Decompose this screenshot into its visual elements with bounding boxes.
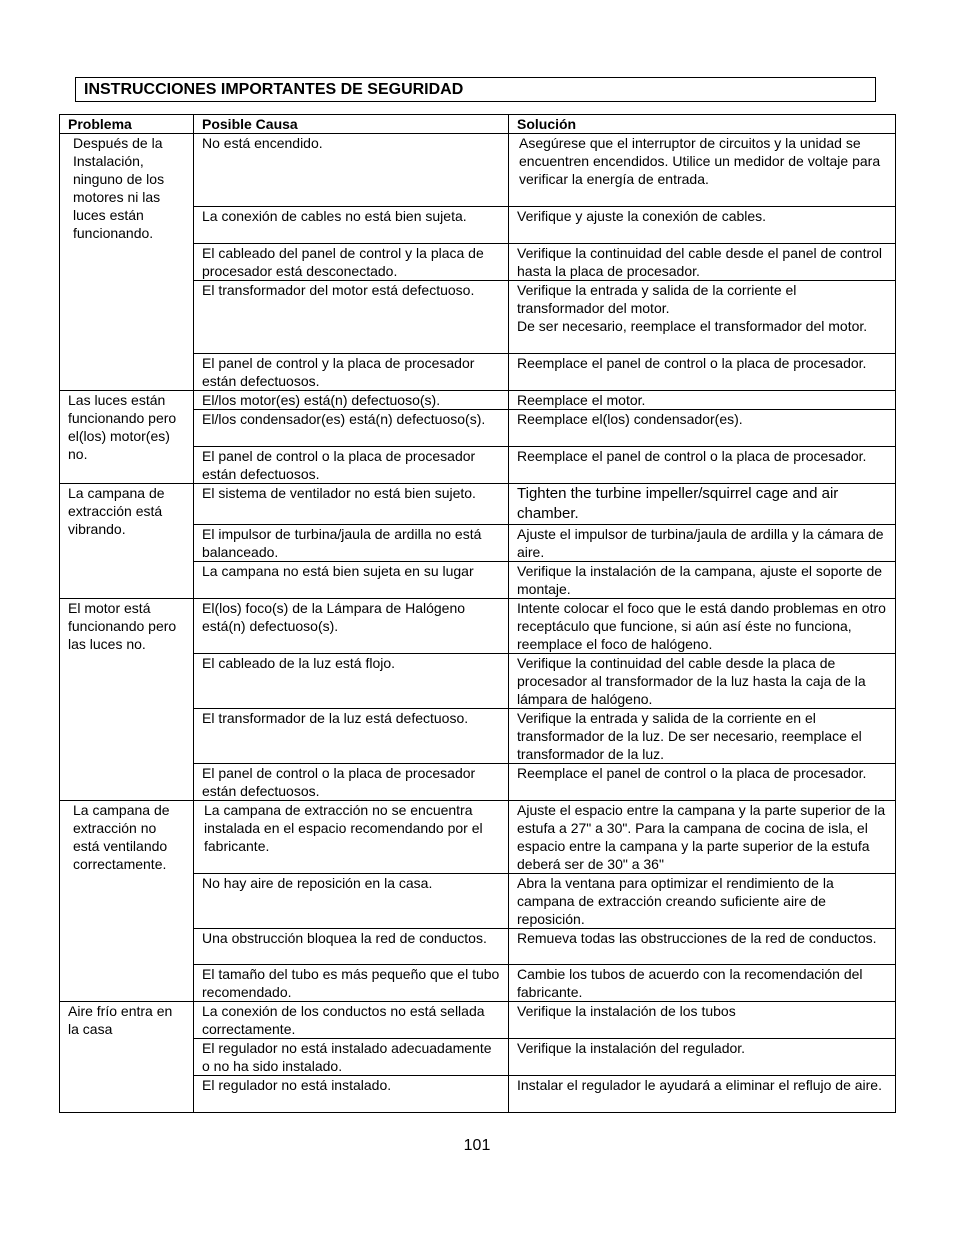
solution-cell: Intente colocar el foco que le está dando problemas en otro receptáculo que funcione, si aún así éste no funciona, reemplace el foco de halógeno. [509,599,896,654]
solution-cell: Instalar el regulador le ayudará a eliminar el reflujo de aire. [509,1076,896,1113]
cause-cell: Una obstrucción bloquea la red de conductos. [194,929,509,965]
solution-cell: Verifique la continuidad del cable desde la placa de procesador al transformador de la luz hasta la caja de la lámpara de halógeno. [509,654,896,709]
table-row [60,599,896,654]
section-title: INSTRUCCIONES IMPORTANTES DE SEGURIDAD [84,81,464,98]
solution-cell: Ajuste el impulsor de turbina/jaula de ardilla y la cámara de aire. [509,525,896,562]
cause-cell: El cableado de la luz está flojo. [194,654,509,709]
table-row [60,484,896,525]
cause-cell: El panel de control o la placa de procesador están defectuosos. [194,447,509,484]
cause-cell: La conexión de los conductos no está sellada correctamente. [194,1002,509,1039]
solution-cell: Remueva todas las obstrucciones de la red de conductos. [509,929,896,965]
cause-cell: El impulsor de turbina/jaula de ardilla no está balanceado. [194,525,509,562]
solution-cell: Reemplace el panel de control o la placa de procesador. [509,447,896,484]
problem-cell: Las luces están funcionando pero el(los) motor(es) no. [60,391,194,484]
problem-cell: La campana de extracción está vibrando. [60,484,194,599]
solution-cell: Verifique la entrada y salida de la corriente en el transformador de la luz. De ser necesario, reemplace el transformador de la luz. [509,709,896,764]
solution-cell: Verifique la instalación de la campana, ajuste el soporte de montaje. [509,562,896,599]
table-row [60,1002,896,1039]
header-posible-causa: Posible Causa [194,115,509,134]
solution-cell: Reemplace el(los) condensador(es). [509,410,896,447]
problem-cell: Después de la Instalación, ninguno de los motores ni las luces están funcionando. [60,134,194,391]
page-number: 101 [463,1137,491,1154]
solution-cell: Verifique la instalación de los tubos [509,1002,896,1039]
troubleshooting-table [59,114,896,1113]
solution-cell: Verifique y ajuste la conexión de cables. [509,207,896,244]
solution-cell: Cambie los tubos de acuerdo con la recomendación del fabricante. [509,965,896,1002]
cause-cell: El sistema de ventilador no está bien sujeto. [194,484,509,525]
solution-cell: Verifique la instalación del regulador. [509,1039,896,1076]
cause-cell: El panel de control o la placa de procesador están defectuosos. [194,764,509,801]
cause-cell: El cableado del panel de control y la placa de procesador está desconectado. [194,244,509,281]
table-row [60,801,896,874]
cause-cell: El(los) foco(s) de la Lámpara de Halógeno está(n) defectuoso(s). [194,599,509,654]
solution-cell: Tighten the turbine impeller/squirrel cage and air chamber. [509,484,896,525]
problem-cell: El motor está funcionando pero las luces no. [60,599,194,801]
cause-cell: El transformador del motor está defectuoso. [194,281,509,354]
header-solucion: Solución [509,115,896,134]
solution-cell: Reemplace el panel de control o la placa de procesador. [509,764,896,801]
solution-cell: Ajuste el espacio entre la campana y la parte superior de la estufa a 27" a 30". Para la campana de cocina de isla, el espacio entre la campana y la parte superior de la estufa deberá ser de 30" a 36" [509,801,896,874]
cause-cell: La conexión de cables no está bien sujeta. [194,207,509,244]
cause-cell: El panel de control y la placa de procesador están defectuosos. [194,354,509,391]
cause-cell: La campana de extracción no se encuentra instalada en el espacio recomendando por el fabricante. [194,801,509,874]
cause-cell: El transformador de la luz está defectuoso. [194,709,509,764]
section-title-box [75,77,876,102]
cause-cell: El/los motor(es) está(n) defectuoso(s). [194,391,509,410]
cause-cell: La campana no está bien sujeta en su lugar [194,562,509,599]
cause-cell: No está encendido. [194,134,509,207]
table-row [60,391,896,410]
header-problema: Problema [60,115,194,134]
solution-cell: Verifique la entrada y salida de la corriente el transformador del motor. De ser necesario, reemplace el transformador del motor. [509,281,896,354]
cause-cell: El/los condensador(es) está(n) defectuoso(s). [194,410,509,447]
cause-cell: El regulador no está instalado. [194,1076,509,1113]
solution-cell: Asegúrese que el interruptor de circuitos y la unidad se encuentren encendidos. Utilice un medidor de voltaje para verificar la energía de entrada. [509,134,896,207]
solution-cell: Abra la ventana para optimizar el rendimiento de la campana de extracción creando suficiente aire de reposición. [509,874,896,929]
table-row [60,134,896,207]
cause-cell: El tamaño del tubo es más pequeño que el tubo recomendado. [194,965,509,1002]
table-header-row [60,115,896,134]
solution-cell: Reemplace el panel de control o la placa de procesador. [509,354,896,391]
solution-cell: Reemplace el motor. [509,391,896,410]
problem-cell: Aire frío entra en la casa [60,1002,194,1113]
solution-cell: Verifique la continuidad del cable desde el panel de control hasta la placa de procesador. [509,244,896,281]
cause-cell: No hay aire de reposición en la casa. [194,874,509,929]
cause-cell: El regulador no está instalado adecuadamente o no ha sido instalado. [194,1039,509,1076]
problem-cell: La campana de extracción no está ventilando correctamente. [60,801,194,1002]
